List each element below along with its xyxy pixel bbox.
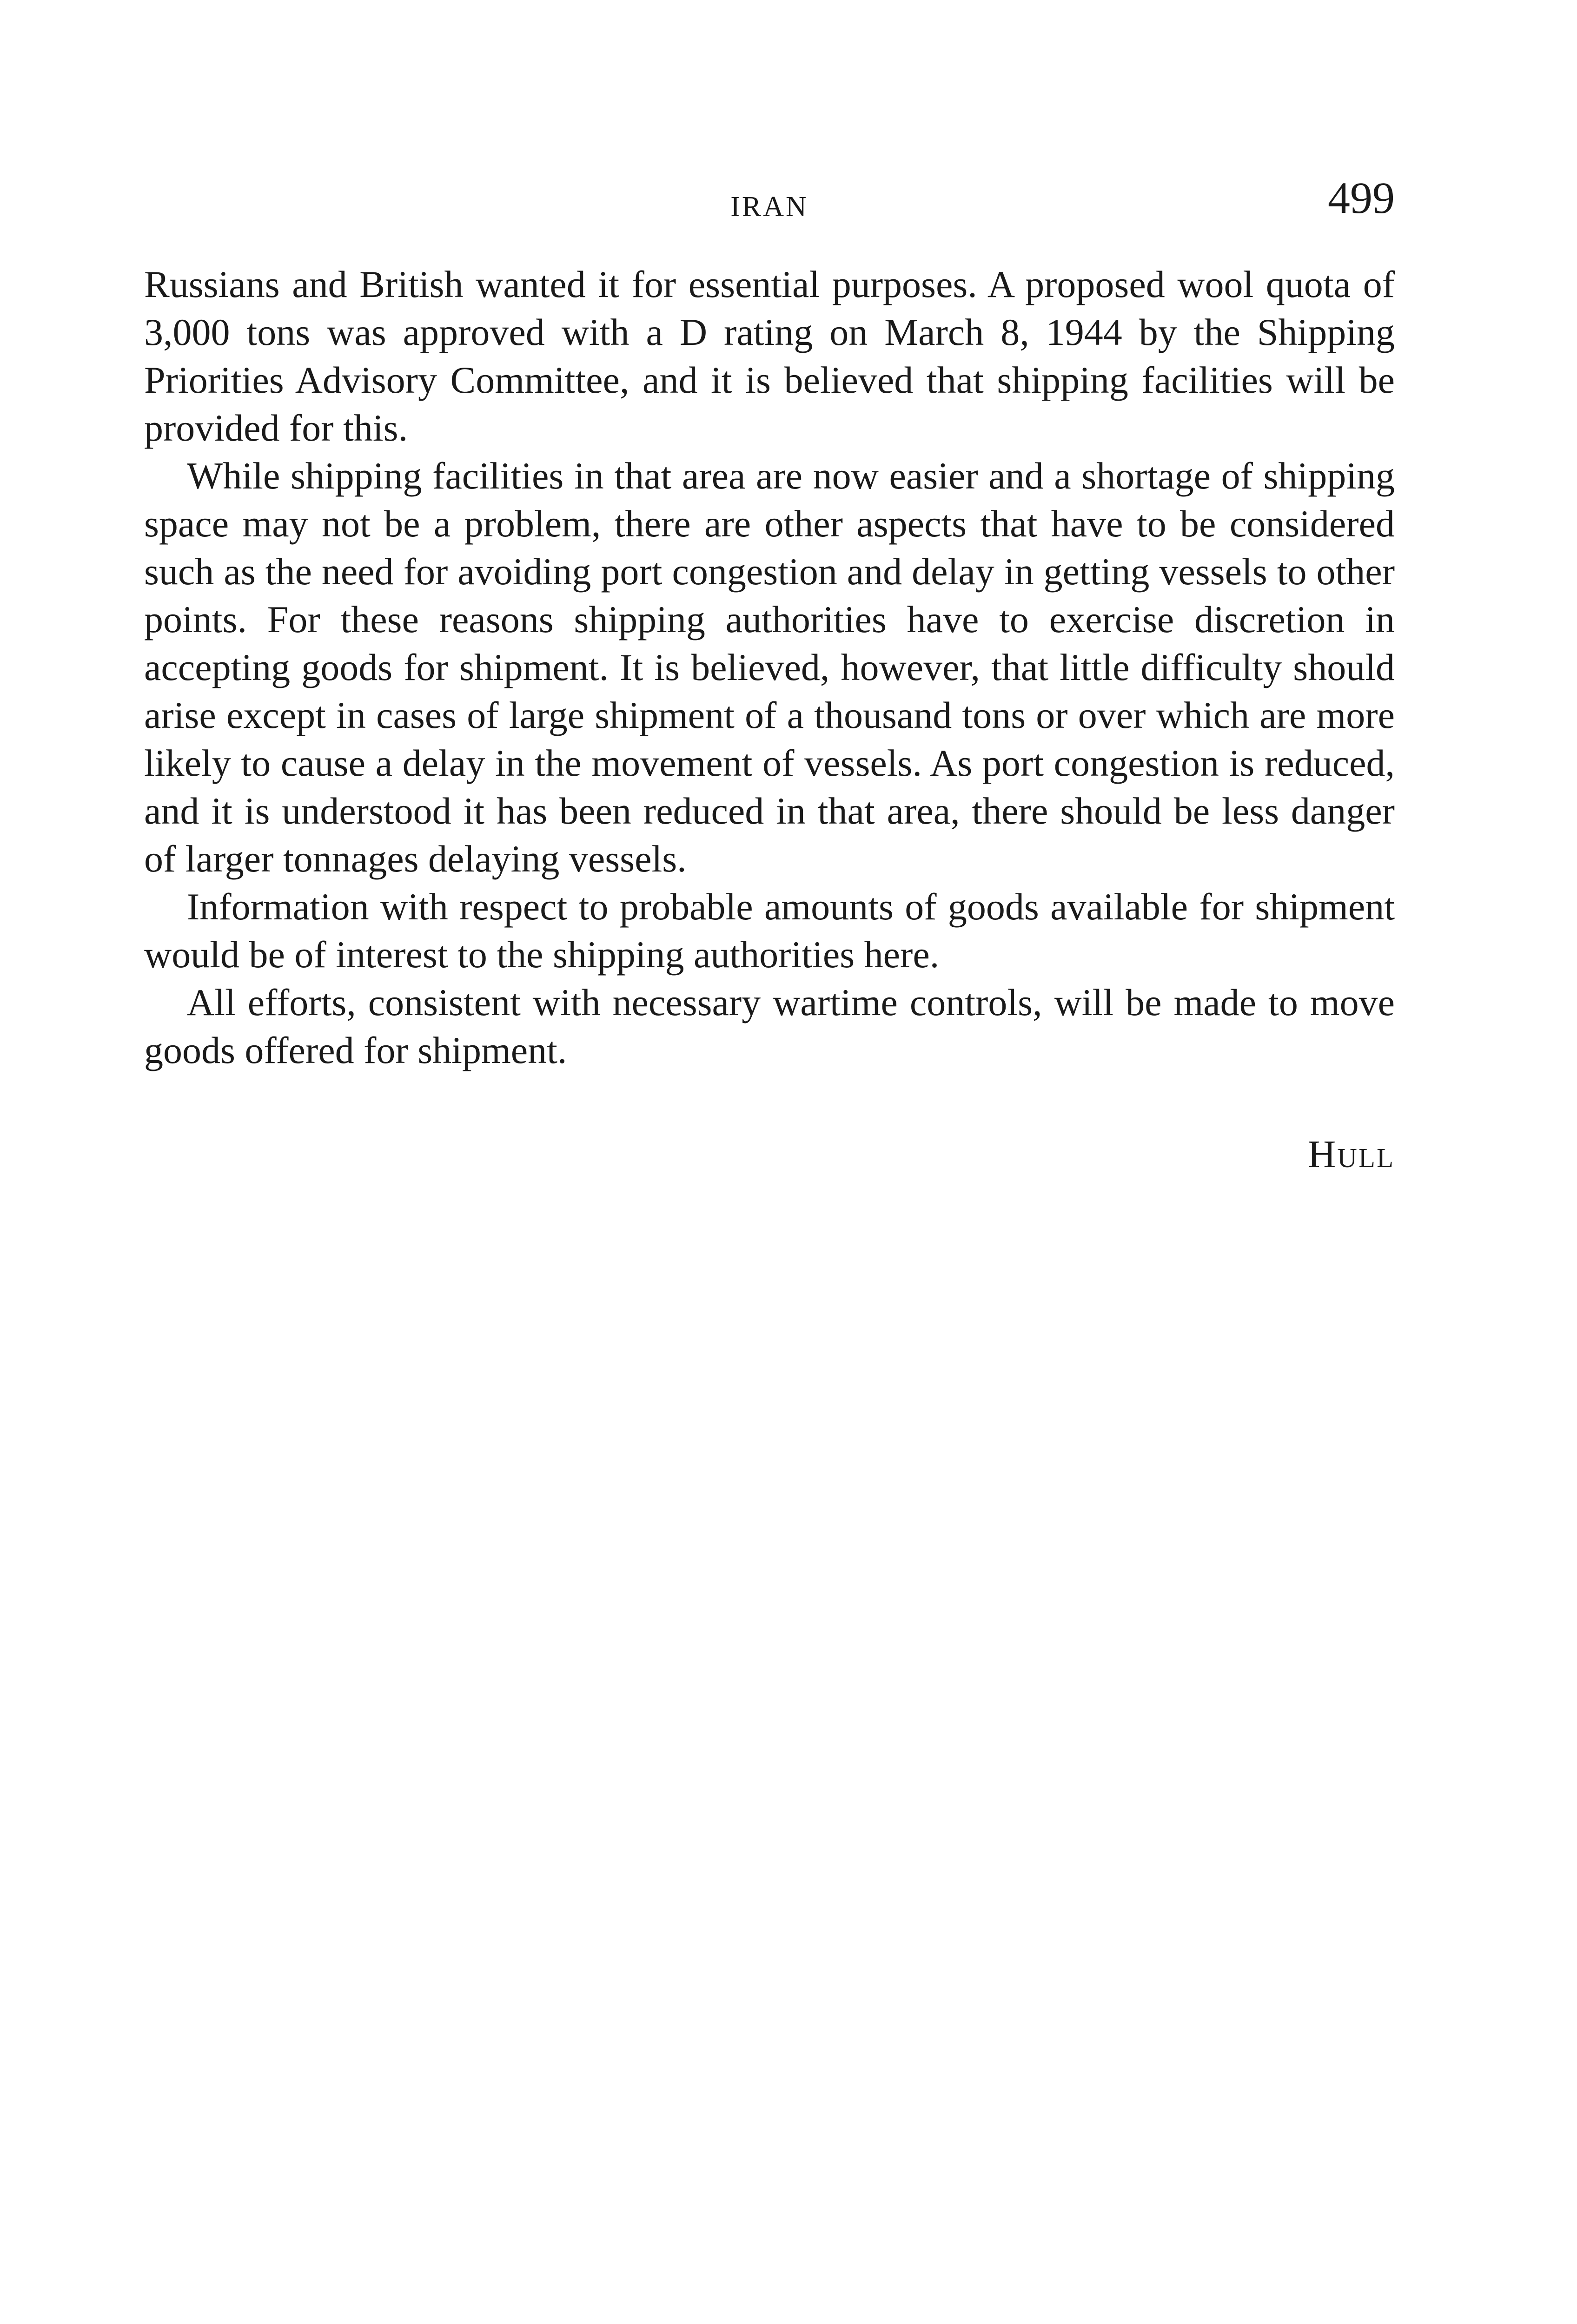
paragraph-all-efforts: All efforts, consistent with necessary wartime controls, will be made to move goods offered for shipment. bbox=[144, 981, 1395, 1071]
paragraph-continuation: Russians and British wanted it for essential purposes. A proposed wool quota of 3,000 tons was approved with a D rating on March 8, 1944 by the Shipping Priorities Advisory Committee, and it is believed that shipping facilities will be provided for this. bbox=[144, 263, 1395, 449]
page-number: 499 bbox=[1328, 173, 1395, 223]
running-header bbox=[144, 172, 1395, 242]
body-text bbox=[144, 260, 1395, 1074]
paragraph-shipping-facilities: While shipping facilities in that area are now easier and a shortage of shipping space may not be a problem, there are other aspects that have to be considered such as the need for avoiding port congestion and delay in getting vessels to other points. For these reasons shipping authorities have to exercise discretion in accepting goods for shipment. It is believed, however, that little difficulty should arise except in cases of large shipment of a thousand tons or over which are more likely to cause a delay in the movement of vessels. As port congestion is reduced, and it is understood it has been reduced in that area, there should be less danger of larger tonnages delaying vessels. bbox=[144, 455, 1395, 880]
signature: Hull bbox=[1307, 1133, 1395, 1176]
paragraph-information: Information with respect to probable amounts of goods available for shipment would be of interest to the shipping authorities here. bbox=[144, 885, 1395, 976]
running-title: IRAN bbox=[730, 191, 808, 223]
